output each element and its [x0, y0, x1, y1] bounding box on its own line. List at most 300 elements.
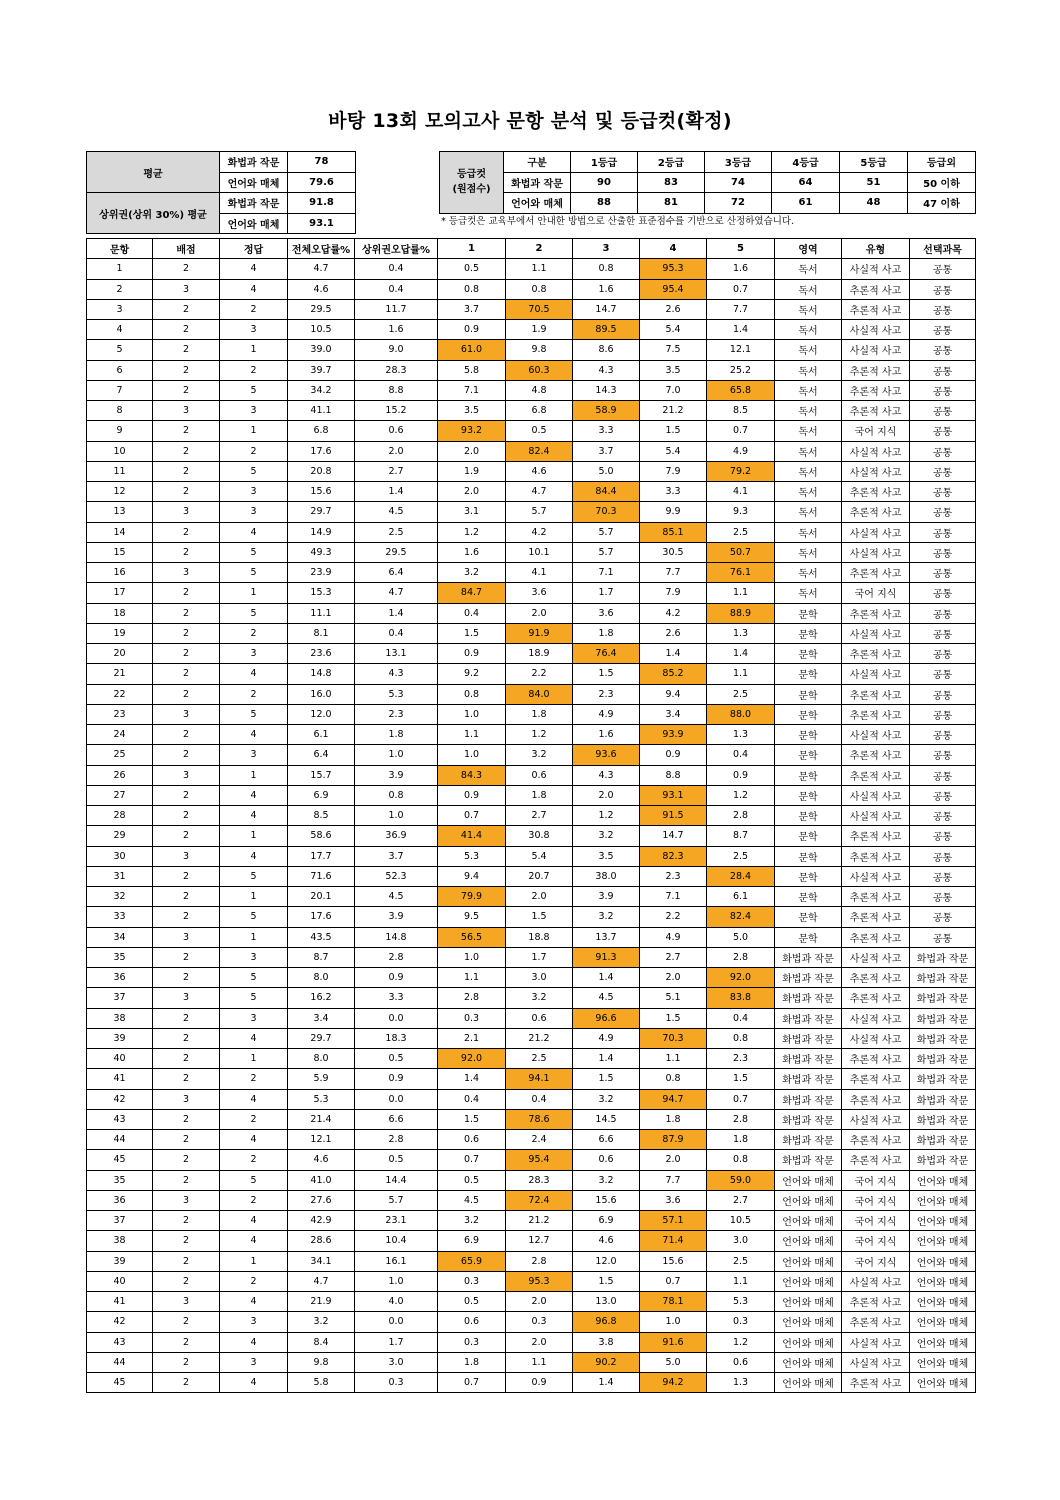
table-row	[87, 1150, 976, 1170]
cell-top-error-rate: 0.0	[355, 1312, 438, 1332]
table-row	[87, 583, 976, 603]
header-choice-3-rate: 3	[573, 239, 640, 259]
cell-answer: 4	[220, 1089, 288, 1109]
cell-choice-1-rate: 3.5	[438, 401, 506, 421]
cell-choice-2-rate: 4.2	[506, 522, 573, 542]
cell-choice-4-rate: 94.7	[640, 1089, 707, 1109]
cell-type: 국어 지식	[842, 583, 910, 603]
cell-total-error-rate: 27.6	[288, 1190, 355, 1210]
cell-domain: 독서	[775, 522, 842, 542]
cell-question-number: 45	[87, 1373, 153, 1393]
cell-choice-3-rate: 0.6	[573, 1150, 640, 1170]
cell-score: 2	[153, 806, 220, 826]
cell-score: 2	[153, 603, 220, 623]
cell-choice-3-rate: 1.4	[573, 1049, 640, 1069]
cell-total-error-rate: 49.3	[288, 542, 355, 562]
cell-domain: 독서	[775, 320, 842, 340]
cell-total-error-rate: 6.1	[288, 725, 355, 745]
cell-type: 사실적 사고	[842, 1332, 910, 1352]
cell-top-error-rate: 0.5	[355, 1049, 438, 1069]
cell-choice-5-rate: 65.8	[707, 380, 775, 400]
cell-answer: 3	[220, 401, 288, 421]
cell-top-error-rate: 13.1	[355, 644, 438, 664]
cell-type: 사실적 사고	[842, 1109, 910, 1129]
cell-choice-3-rate: 0.8	[573, 259, 640, 279]
cell-elective: 화법과 작문	[910, 1150, 976, 1170]
cell-choice-5-rate: 0.4	[707, 745, 775, 765]
cell-answer: 4	[220, 664, 288, 684]
cell-top-error-rate: 6.6	[355, 1109, 438, 1129]
cell-choice-4-rate: 1.1	[640, 1049, 707, 1069]
cell-choice-1-rate: 1.1	[438, 968, 506, 988]
cell-question-number: 38	[87, 1008, 153, 1028]
table-row	[87, 1190, 976, 1210]
cell-type: 국어 지식	[842, 1170, 910, 1190]
cell-answer: 4	[220, 1130, 288, 1150]
cell-choice-4-rate: 1.8	[640, 1109, 707, 1129]
cell-type: 추론적 사고	[842, 401, 910, 421]
grade-cell: 61	[772, 193, 840, 214]
cell-question-number: 41	[87, 1292, 153, 1312]
cell-choice-5-rate: 50.7	[707, 542, 775, 562]
cell-total-error-rate: 6.4	[288, 745, 355, 765]
cell-elective: 공통	[910, 785, 976, 805]
cell-type: 추론적 사고	[842, 502, 910, 522]
cell-choice-1-rate: 0.7	[438, 1150, 506, 1170]
cell-elective: 공통	[910, 583, 976, 603]
cell-elective: 언어와 매체	[910, 1271, 976, 1291]
cell-score: 2	[153, 461, 220, 481]
cell-elective: 공통	[910, 745, 976, 765]
cell-choice-4-rate: 7.7	[640, 563, 707, 583]
cell-score: 3	[153, 927, 220, 947]
cell-answer: 5	[220, 563, 288, 583]
cell-choice-5-rate: 1.3	[707, 725, 775, 745]
cell-choice-2-rate: 95.3	[506, 1271, 573, 1291]
cell-domain: 독서	[775, 583, 842, 603]
cell-score: 2	[153, 684, 220, 704]
cell-choice-4-rate: 4.9	[640, 927, 707, 947]
cell-choice-1-rate: 6.9	[438, 1231, 506, 1251]
cell-choice-2-rate: 18.9	[506, 644, 573, 664]
cell-score: 3	[153, 765, 220, 785]
table-row	[87, 603, 976, 623]
cell-answer: 5	[220, 907, 288, 927]
cell-choice-2-rate: 1.1	[506, 1352, 573, 1372]
cell-top-error-rate: 6.4	[355, 563, 438, 583]
grade-cell: 화법과 작문	[504, 172, 571, 193]
cell-question-number: 42	[87, 1089, 153, 1109]
table-row	[87, 1352, 976, 1372]
cell-answer: 2	[220, 1150, 288, 1170]
cell-elective: 공통	[910, 421, 976, 441]
cell-choice-2-rate: 0.6	[506, 1008, 573, 1028]
cell-answer: 4	[220, 1292, 288, 1312]
cell-answer: 2	[220, 1190, 288, 1210]
cell-total-error-rate: 23.9	[288, 563, 355, 583]
cell-total-error-rate: 58.6	[288, 826, 355, 846]
cell-choice-4-rate: 5.0	[640, 1352, 707, 1372]
cell-choice-5-rate: 2.8	[707, 1109, 775, 1129]
cell-total-error-rate: 8.1	[288, 623, 355, 643]
cell-elective: 언어와 매체	[910, 1170, 976, 1190]
cell-elective: 공통	[910, 461, 976, 481]
cell-type: 사실적 사고	[842, 623, 910, 643]
cell-type: 국어 지식	[842, 421, 910, 441]
cell-choice-4-rate: 93.9	[640, 725, 707, 745]
cell-choice-3-rate: 14.7	[573, 299, 640, 319]
cell-answer: 4	[220, 1231, 288, 1251]
cell-choice-4-rate: 21.2	[640, 401, 707, 421]
cell-choice-4-rate: 3.4	[640, 704, 707, 724]
cell-question-number: 7	[87, 380, 153, 400]
cell-total-error-rate: 17.7	[288, 846, 355, 866]
cell-domain: 독서	[775, 360, 842, 380]
cell-choice-3-rate: 1.5	[573, 664, 640, 684]
cell-score: 2	[153, 441, 220, 461]
header-domain: 영역	[775, 239, 842, 259]
cell-elective: 공통	[910, 644, 976, 664]
cell-answer: 5	[220, 542, 288, 562]
cell-domain: 언어와 매체	[775, 1190, 842, 1210]
cell-elective: 공통	[910, 927, 976, 947]
cell-top-error-rate: 1.0	[355, 1271, 438, 1291]
cell-question-number: 5	[87, 340, 153, 360]
cell-score: 3	[153, 988, 220, 1008]
cell-top-error-rate: 2.5	[355, 522, 438, 542]
table-row	[87, 1089, 976, 1109]
cell-choice-1-rate: 0.7	[438, 1373, 506, 1393]
cell-choice-1-rate: 9.5	[438, 907, 506, 927]
cell-top-error-rate: 4.3	[355, 664, 438, 684]
cell-score: 2	[153, 482, 220, 502]
cell-choice-3-rate: 3.7	[573, 441, 640, 461]
cell-total-error-rate: 14.8	[288, 664, 355, 684]
cell-question-number: 37	[87, 988, 153, 1008]
table-row	[87, 725, 976, 745]
cell-choice-3-rate: 84.4	[573, 482, 640, 502]
header-elective: 선택과목	[910, 239, 976, 259]
cell-choice-4-rate: 3.3	[640, 482, 707, 502]
cell-choice-1-rate: 92.0	[438, 1049, 506, 1069]
cell-question-number: 30	[87, 846, 153, 866]
cell-elective: 화법과 작문	[910, 1049, 976, 1069]
cell-choice-2-rate: 4.8	[506, 380, 573, 400]
cell-score: 2	[153, 1150, 220, 1170]
cell-choice-2-rate: 2.2	[506, 664, 573, 684]
cell-choice-1-rate: 2.0	[438, 482, 506, 502]
cell-choice-5-rate: 2.3	[707, 1049, 775, 1069]
cell-type: 사실적 사고	[842, 542, 910, 562]
cell-answer: 5	[220, 866, 288, 886]
cell-choice-5-rate: 1.3	[707, 623, 775, 643]
cell-choice-4-rate: 15.6	[640, 1251, 707, 1271]
cell-top-error-rate: 10.4	[355, 1231, 438, 1251]
cell-elective: 공통	[910, 684, 976, 704]
average-value: 78	[288, 152, 356, 173]
cell-choice-1-rate: 0.3	[438, 1008, 506, 1028]
cell-type: 추론적 사고	[842, 1292, 910, 1312]
cell-choice-4-rate: 0.8	[640, 1069, 707, 1089]
cell-choice-3-rate: 76.4	[573, 644, 640, 664]
cell-domain: 문학	[775, 887, 842, 907]
cell-total-error-rate: 29.5	[288, 299, 355, 319]
cell-type: 사실적 사고	[842, 806, 910, 826]
cell-top-error-rate: 3.9	[355, 765, 438, 785]
cell-choice-3-rate: 15.6	[573, 1190, 640, 1210]
cell-choice-2-rate: 3.0	[506, 968, 573, 988]
cell-elective: 공통	[910, 866, 976, 886]
cell-type: 사실적 사고	[842, 1271, 910, 1291]
cell-question-number: 4	[87, 320, 153, 340]
cell-question-number: 14	[87, 522, 153, 542]
cell-choice-4-rate: 7.1	[640, 887, 707, 907]
cell-top-error-rate: 0.0	[355, 1089, 438, 1109]
cell-type: 사실적 사고	[842, 664, 910, 684]
cell-choice-2-rate: 78.6	[506, 1109, 573, 1129]
cell-elective: 화법과 작문	[910, 988, 976, 1008]
cell-type: 추론적 사고	[842, 887, 910, 907]
cell-choice-4-rate: 95.3	[640, 259, 707, 279]
header-choice-4-rate: 4	[640, 239, 707, 259]
table-row	[87, 927, 976, 947]
cell-type: 추론적 사고	[842, 482, 910, 502]
cell-elective: 공통	[910, 320, 976, 340]
cell-total-error-rate: 71.6	[288, 866, 355, 886]
cell-question-number: 21	[87, 664, 153, 684]
cell-total-error-rate: 3.4	[288, 1008, 355, 1028]
cell-type: 추론적 사고	[842, 745, 910, 765]
cell-choice-3-rate: 3.9	[573, 887, 640, 907]
cell-score: 3	[153, 1190, 220, 1210]
cell-type: 추론적 사고	[842, 1089, 910, 1109]
cell-domain: 독서	[775, 502, 842, 522]
cell-choice-4-rate: 1.0	[640, 1312, 707, 1332]
table-row	[87, 684, 976, 704]
cell-choice-5-rate: 0.8	[707, 1028, 775, 1048]
cell-choice-1-rate: 1.0	[438, 947, 506, 967]
cell-choice-5-rate: 10.5	[707, 1211, 775, 1231]
table-row	[87, 785, 976, 805]
cell-choice-5-rate: 25.2	[707, 360, 775, 380]
cell-choice-1-rate: 1.9	[438, 461, 506, 481]
cell-choice-5-rate: 79.2	[707, 461, 775, 481]
average-value: 91.8	[288, 193, 356, 214]
cell-choice-1-rate: 1.5	[438, 623, 506, 643]
cell-score: 2	[153, 644, 220, 664]
cell-domain: 화법과 작문	[775, 947, 842, 967]
cell-choice-4-rate: 2.3	[640, 866, 707, 886]
cell-domain: 독서	[775, 299, 842, 319]
cell-score: 2	[153, 947, 220, 967]
cell-answer: 2	[220, 299, 288, 319]
cell-score: 2	[153, 725, 220, 745]
table-row	[87, 1008, 976, 1028]
cell-choice-1-rate: 9.2	[438, 664, 506, 684]
cell-choice-4-rate: 8.8	[640, 765, 707, 785]
table-row	[87, 704, 976, 724]
table-row	[87, 988, 976, 1008]
cell-type: 추론적 사고	[842, 765, 910, 785]
cell-score: 2	[153, 1352, 220, 1372]
cell-choice-2-rate: 0.4	[506, 1089, 573, 1109]
cell-score: 2	[153, 542, 220, 562]
cell-domain: 화법과 작문	[775, 968, 842, 988]
cell-score: 2	[153, 583, 220, 603]
cell-type: 사실적 사고	[842, 725, 910, 745]
cell-choice-1-rate: 0.3	[438, 1271, 506, 1291]
cell-question-number: 17	[87, 583, 153, 603]
cell-choice-5-rate: 1.2	[707, 1332, 775, 1352]
cell-choice-2-rate: 3.2	[506, 745, 573, 765]
cell-answer: 3	[220, 1312, 288, 1332]
cell-elective: 화법과 작문	[910, 1109, 976, 1129]
cell-choice-3-rate: 3.5	[573, 846, 640, 866]
cell-choice-4-rate: 2.0	[640, 1150, 707, 1170]
cell-choice-5-rate: 1.1	[707, 583, 775, 603]
cell-top-error-rate: 28.3	[355, 360, 438, 380]
table-row	[87, 360, 976, 380]
cell-total-error-rate: 8.0	[288, 1049, 355, 1069]
cell-top-error-rate: 36.9	[355, 826, 438, 846]
cell-type: 사실적 사고	[842, 947, 910, 967]
cell-choice-2-rate: 0.9	[506, 1373, 573, 1393]
cell-choice-5-rate: 7.7	[707, 299, 775, 319]
cell-question-number: 25	[87, 745, 153, 765]
cell-domain: 화법과 작문	[775, 1150, 842, 1170]
cell-top-error-rate: 4.0	[355, 1292, 438, 1312]
cell-total-error-rate: 21.9	[288, 1292, 355, 1312]
table-row	[87, 502, 976, 522]
cell-top-error-rate: 16.1	[355, 1251, 438, 1271]
cell-domain: 독서	[775, 563, 842, 583]
cell-total-error-rate: 10.5	[288, 320, 355, 340]
cell-choice-3-rate: 1.4	[573, 1373, 640, 1393]
cell-question-number: 2	[87, 279, 153, 299]
grade-header: 3등급	[705, 152, 772, 173]
average-value: 79.6	[288, 172, 356, 193]
cell-question-number: 36	[87, 968, 153, 988]
cell-question-number: 13	[87, 502, 153, 522]
grade-header: 5등급	[840, 152, 908, 173]
table-row	[87, 907, 976, 927]
cell-choice-2-rate: 0.5	[506, 421, 573, 441]
cell-choice-3-rate: 6.9	[573, 1211, 640, 1231]
cell-type: 사실적 사고	[842, 785, 910, 805]
cell-elective: 언어와 매체	[910, 1373, 976, 1393]
cell-choice-4-rate: 7.7	[640, 1170, 707, 1190]
cell-top-error-rate: 18.3	[355, 1028, 438, 1048]
cell-choice-4-rate: 3.6	[640, 1190, 707, 1210]
cell-domain: 언어와 매체	[775, 1170, 842, 1190]
cell-question-number: 16	[87, 563, 153, 583]
table-row	[87, 1109, 976, 1129]
cell-choice-5-rate: 2.5	[707, 846, 775, 866]
cell-type: 추론적 사고	[842, 907, 910, 927]
cell-choice-4-rate: 57.1	[640, 1211, 707, 1231]
cell-elective: 공통	[910, 482, 976, 502]
cell-score: 2	[153, 907, 220, 927]
cell-total-error-rate: 15.7	[288, 765, 355, 785]
cell-question-number: 28	[87, 806, 153, 826]
cell-answer: 3	[220, 947, 288, 967]
cell-choice-4-rate: 91.6	[640, 1332, 707, 1352]
cell-domain: 독서	[775, 421, 842, 441]
cell-top-error-rate: 3.9	[355, 907, 438, 927]
cell-total-error-rate: 34.1	[288, 1251, 355, 1271]
cell-choice-1-rate: 1.2	[438, 522, 506, 542]
cell-score: 2	[153, 360, 220, 380]
cell-choice-5-rate: 1.8	[707, 1130, 775, 1150]
cell-choice-5-rate: 2.8	[707, 947, 775, 967]
cell-choice-3-rate: 3.2	[573, 1089, 640, 1109]
cell-choice-2-rate: 2.0	[506, 1332, 573, 1352]
cell-elective: 언어와 매체	[910, 1231, 976, 1251]
cell-score: 2	[153, 968, 220, 988]
cell-question-number: 11	[87, 461, 153, 481]
cell-choice-3-rate: 89.5	[573, 320, 640, 340]
average-subject: 언어와 매체	[220, 213, 288, 234]
cell-total-error-rate: 29.7	[288, 1028, 355, 1048]
cell-answer: 4	[220, 1373, 288, 1393]
cell-score: 2	[153, 1332, 220, 1352]
cell-choice-4-rate: 87.9	[640, 1130, 707, 1150]
cell-total-error-rate: 43.5	[288, 927, 355, 947]
cell-question-number: 42	[87, 1312, 153, 1332]
cell-choice-4-rate: 14.7	[640, 826, 707, 846]
cell-total-error-rate: 16.2	[288, 988, 355, 1008]
cell-elective: 공통	[910, 522, 976, 542]
cell-choice-2-rate: 9.8	[506, 340, 573, 360]
cell-elective: 공통	[910, 563, 976, 583]
grade-header: 구분	[504, 152, 571, 173]
cell-top-error-rate: 3.0	[355, 1352, 438, 1372]
cell-answer: 1	[220, 927, 288, 947]
cell-top-error-rate: 29.5	[355, 542, 438, 562]
cell-answer: 1	[220, 826, 288, 846]
cell-choice-3-rate: 3.8	[573, 1332, 640, 1352]
cell-choice-2-rate: 12.7	[506, 1231, 573, 1251]
cell-total-error-rate: 15.3	[288, 583, 355, 603]
cell-choice-2-rate: 1.2	[506, 725, 573, 745]
cell-score: 2	[153, 1312, 220, 1332]
cell-question-number: 10	[87, 441, 153, 461]
cell-choice-3-rate: 14.5	[573, 1109, 640, 1129]
cell-total-error-rate: 21.4	[288, 1109, 355, 1129]
cell-domain: 언어와 매체	[775, 1271, 842, 1291]
cell-elective: 공통	[910, 664, 976, 684]
table-row	[87, 664, 976, 684]
cell-choice-2-rate: 28.3	[506, 1170, 573, 1190]
cell-question-number: 26	[87, 765, 153, 785]
cell-choice-4-rate: 7.0	[640, 380, 707, 400]
cell-score: 2	[153, 1028, 220, 1048]
cell-choice-3-rate: 12.0	[573, 1251, 640, 1271]
cell-choice-5-rate: 5.3	[707, 1292, 775, 1312]
grade-header: 2등급	[638, 152, 705, 173]
cell-choice-1-rate: 0.8	[438, 279, 506, 299]
average-label: 평균	[87, 152, 220, 193]
cell-answer: 2	[220, 1271, 288, 1291]
cell-domain: 화법과 작문	[775, 988, 842, 1008]
cell-answer: 1	[220, 583, 288, 603]
cell-question-number: 32	[87, 887, 153, 907]
cell-choice-4-rate: 7.9	[640, 583, 707, 603]
cell-choice-3-rate: 90.2	[573, 1352, 640, 1372]
cell-elective: 공통	[910, 299, 976, 319]
cell-type: 사실적 사고	[842, 461, 910, 481]
cell-question-number: 40	[87, 1271, 153, 1291]
